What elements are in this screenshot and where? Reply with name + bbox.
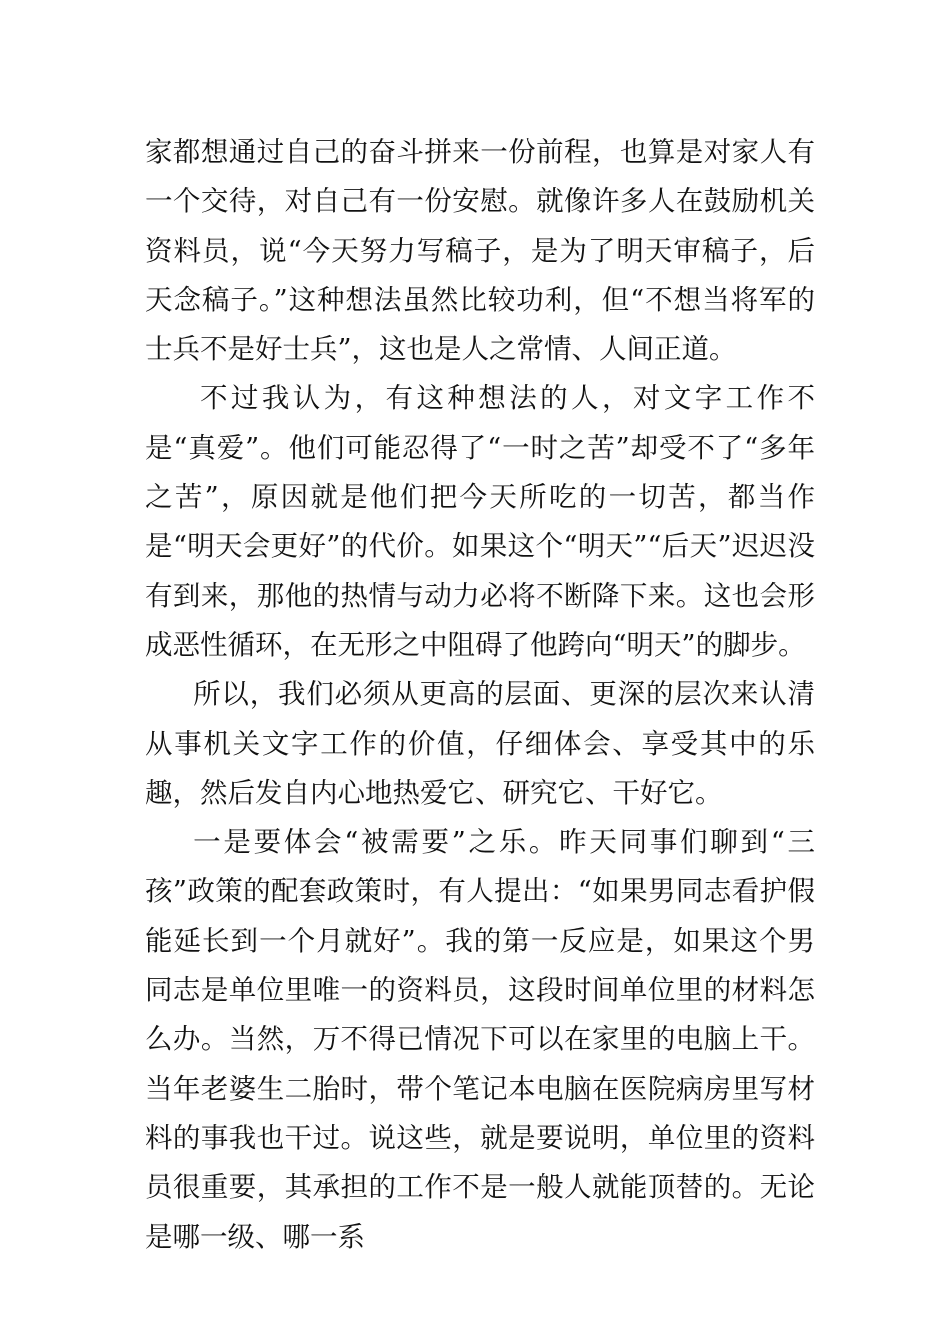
paragraph-1: 家都想通过自己的奋斗拼来一份前程，也算是对家人有一个交待，对自己有一份安慰。就像许多人在鼓励机关资料员，说“今天努力写稿子，是为了明天审稿子，后天念稿子。”这种想法虽然比较功利，但“不想当将军的士兵不是好士兵”，这也是人之常情、人间正道。 — [145, 136, 815, 366]
body-text — [145, 128, 815, 1262]
paragraph-2: 不过我认为，有这种想法的人，对文字工作不是“真爱”。他们可能忍得了“一时之苦”却受不了“多年之苦”，原因就是他们把今天所吃的一切苦，都当作是“明天会更好”的代价。如果这个“明天”“后天”迟迟没有到来，那他的热情与动力必将不断降下来。这也会形成恶性循环，在无形之中阻碍了他跨向“明天”的脚步。 — [145, 382, 815, 661]
paragraph-3: 所以，我们必须从更高的层面、更深的层次来认清从事机关文字工作的价值，仔细体会、享受其中的乐趣，然后发自内心地热爱它、研究它、干好它。 — [145, 678, 815, 809]
paragraph-4: 一是要体会“被需要”之乐。昨天同事们聊到“三孩”政策的配套政策时，有人提出：“如果男同志看护假能延长到一个月就好”。我的第一反应是，如果这个男同志是单位里唯一的资料员，这段时间单位里的材料怎么办。当然，万不得已情况下可以在家里的电脑上干。当年老婆生二胎时，带个笔记本电脑在医院病房里写材料的事我也干过。说这些，就是要说明，单位里的资料员很重要，其承担的工作不是一般人就能顶替的。无论是哪一级、哪一系 — [145, 826, 815, 1253]
